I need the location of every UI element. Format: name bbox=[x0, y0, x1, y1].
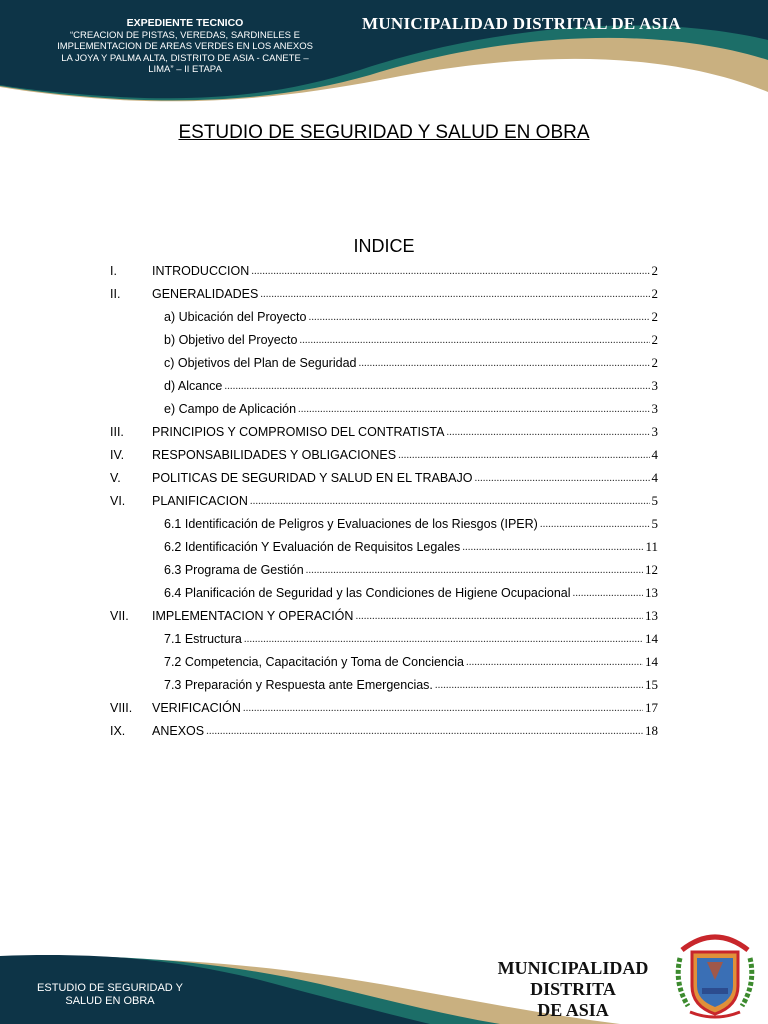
toc-entry-label: 7.3 Preparación y Respuesta ante Emergencias. bbox=[164, 677, 433, 692]
toc-leader-dots bbox=[573, 587, 643, 599]
toc-entry-label: RESPONSABILIDADES Y OBLIGACIONES bbox=[152, 447, 397, 462]
toc-entry-page: 3 bbox=[651, 377, 658, 393]
header-left-line: IMPLEMENTACION DE AREAS VERDES EN LOS ANEXOS bbox=[57, 41, 313, 52]
toc-entry-page: 15 bbox=[645, 676, 658, 692]
toc-entry-page: 3 bbox=[651, 400, 658, 416]
toc-leader-dots bbox=[435, 679, 643, 691]
toc-leader-dots bbox=[298, 403, 649, 415]
toc-leader-dots bbox=[260, 288, 649, 300]
toc-entry-page: 2 bbox=[651, 331, 658, 347]
toc-entry-page: 13 bbox=[645, 584, 658, 600]
toc-entry-label: 6.1 Identificación de Peligros y Evaluaciones de los Riesgos (IPER) bbox=[164, 516, 538, 531]
toc-leader-dots bbox=[466, 656, 643, 668]
toc-entry-page: 2 bbox=[651, 285, 658, 301]
toc-entry[interactable] bbox=[110, 305, 658, 328]
toc-entry-label: b) Objetivo del Proyecto bbox=[164, 332, 298, 347]
toc-entry-label: 7.1 Estructura bbox=[164, 631, 242, 646]
toc-entry[interactable] bbox=[110, 420, 658, 443]
header-left-line: LIMA” – II ETAPA bbox=[148, 64, 222, 75]
header-left-line: LA JOYA Y PALMA ALTA, DISTRITO DE ASIA - CANETE – bbox=[61, 52, 309, 64]
toc-entry-number: VIII. bbox=[110, 700, 133, 715]
toc-entry-number: VI. bbox=[110, 493, 126, 508]
header-left-title: EXPEDIENTE TECNICO bbox=[126, 17, 244, 29]
toc-entry[interactable] bbox=[110, 351, 658, 374]
toc-entry[interactable] bbox=[110, 282, 658, 305]
header-municipality-title: MUNICIPALIDAD DISTRITAL DE ASIA bbox=[362, 14, 681, 33]
toc-leader-dots bbox=[308, 311, 649, 323]
toc-entry-page: 13 bbox=[645, 607, 658, 623]
toc-entry-page: 18 bbox=[645, 722, 658, 738]
toc-entry-label: ANEXOS bbox=[152, 723, 205, 738]
toc-entry-label: 7.2 Competencia, Capacitación y Toma de Conciencia bbox=[164, 654, 464, 669]
toc-entry[interactable] bbox=[110, 489, 658, 512]
toc-entry-number: II. bbox=[110, 286, 121, 301]
toc-entry-label: 6.3 Programa de Gestión bbox=[164, 562, 304, 577]
footer-right-line: MUNICIPALIDAD bbox=[497, 958, 649, 978]
toc-leader-dots bbox=[250, 495, 650, 507]
toc-entry-number: V. bbox=[110, 470, 121, 485]
toc-entry-label: INTRODUCCION bbox=[152, 263, 250, 278]
toc-entry-page: 14 bbox=[645, 653, 658, 669]
toc-leader-dots bbox=[244, 633, 643, 645]
header-project-info bbox=[50, 18, 320, 76]
index-heading: INDICE bbox=[353, 236, 415, 256]
footer-left-line: SALUD EN OBRA bbox=[65, 995, 155, 1007]
toc-entry-page: 4 bbox=[651, 446, 658, 462]
municipality-coat-of-arms-icon bbox=[672, 928, 758, 1020]
toc-entry[interactable] bbox=[110, 397, 658, 420]
toc-entry-label: PLANIFICACION bbox=[152, 493, 248, 508]
toc-entry[interactable] bbox=[110, 259, 658, 282]
toc-entry-number: VII. bbox=[110, 608, 129, 623]
toc-leader-dots bbox=[446, 426, 649, 438]
toc-entry[interactable] bbox=[110, 719, 658, 742]
toc-leader-dots bbox=[251, 265, 649, 277]
toc-leader-dots bbox=[462, 541, 643, 553]
toc-entry-page: 11 bbox=[645, 538, 658, 554]
toc-leader-dots bbox=[540, 518, 650, 530]
table-of-contents bbox=[110, 259, 658, 742]
toc-leader-dots bbox=[474, 472, 649, 484]
toc-entry-label: d) Alcance bbox=[164, 378, 223, 393]
toc-entry-page: 17 bbox=[645, 699, 658, 715]
toc-entry[interactable] bbox=[110, 512, 658, 535]
toc-leader-dots bbox=[398, 449, 649, 461]
toc-leader-dots bbox=[355, 610, 643, 622]
toc-leader-dots bbox=[306, 564, 643, 576]
toc-leader-dots bbox=[299, 334, 649, 346]
header-left-line: “CREACION DE PISTAS, VEREDAS, SARDINELES E bbox=[70, 29, 300, 41]
toc-leader-dots bbox=[358, 357, 649, 369]
toc-entry-label: 6.2 Identificación Y Evaluación de Requisitos Legales bbox=[164, 539, 461, 554]
toc-entry-page: 4 bbox=[651, 469, 658, 485]
toc-entry[interactable] bbox=[110, 328, 658, 351]
toc-entry-page: 14 bbox=[645, 630, 658, 646]
toc-entry-page: 5 bbox=[651, 515, 658, 531]
toc-entry[interactable] bbox=[110, 374, 658, 397]
toc-entry-label: e) Campo de Aplicación bbox=[164, 401, 297, 416]
toc-entry[interactable] bbox=[110, 650, 658, 673]
toc-entry[interactable] bbox=[110, 673, 658, 696]
footer-municipality-name bbox=[478, 958, 668, 1021]
footer-left-line: ESTUDIO DE SEGURIDAD Y bbox=[37, 982, 183, 994]
toc-leader-dots bbox=[206, 725, 643, 737]
toc-entry-number: IX. bbox=[110, 723, 126, 738]
toc-entry[interactable] bbox=[110, 627, 658, 650]
toc-entry-page: 5 bbox=[651, 492, 658, 508]
toc-entry-label: VERIFICACIÓN bbox=[152, 700, 241, 715]
footer-document-name bbox=[30, 982, 190, 1008]
toc-entry[interactable] bbox=[110, 604, 658, 627]
toc-entry-label: IMPLEMENTACION Y OPERACIÓN bbox=[152, 608, 354, 623]
toc-entry[interactable] bbox=[110, 443, 658, 466]
toc-leader-dots bbox=[224, 380, 649, 392]
toc-entry[interactable] bbox=[110, 558, 658, 581]
toc-entry-label: 6.4 Planificación de Seguridad y las Condiciones de Higiene Ocupacional bbox=[164, 585, 571, 600]
toc-entry[interactable] bbox=[110, 581, 658, 604]
toc-entry[interactable] bbox=[110, 466, 658, 489]
toc-entry-page: 12 bbox=[645, 561, 658, 577]
document-title: ESTUDIO DE SEGURIDAD Y SALUD EN OBRA bbox=[178, 122, 590, 143]
toc-entry-page: 2 bbox=[651, 354, 658, 370]
toc-leader-dots bbox=[243, 702, 643, 714]
footer-right-line: DISTRITA bbox=[530, 979, 616, 999]
toc-entry-label: GENERALIDADES bbox=[152, 286, 259, 301]
toc-entry-page: 2 bbox=[651, 262, 658, 278]
toc-entry-label: POLITICAS DE SEGURIDAD Y SALUD EN EL TRABAJO bbox=[152, 470, 473, 485]
toc-entry[interactable] bbox=[110, 535, 658, 558]
footer-right-line: DE ASIA bbox=[537, 1000, 609, 1020]
toc-entry[interactable] bbox=[110, 696, 658, 719]
toc-entry-label: a) Ubicación del Proyecto bbox=[164, 309, 307, 324]
toc-entry-label: c) Objetivos del Plan de Seguridad bbox=[164, 355, 357, 370]
toc-entry-number: III. bbox=[110, 424, 124, 439]
toc-entry-page: 3 bbox=[651, 423, 658, 439]
toc-entry-page: 2 bbox=[651, 308, 658, 324]
toc-entry-label: PRINCIPIOS Y COMPROMISO DEL CONTRATISTA bbox=[152, 424, 445, 439]
toc-entry-number: IV. bbox=[110, 447, 125, 462]
toc-entry-number: I. bbox=[110, 263, 117, 278]
